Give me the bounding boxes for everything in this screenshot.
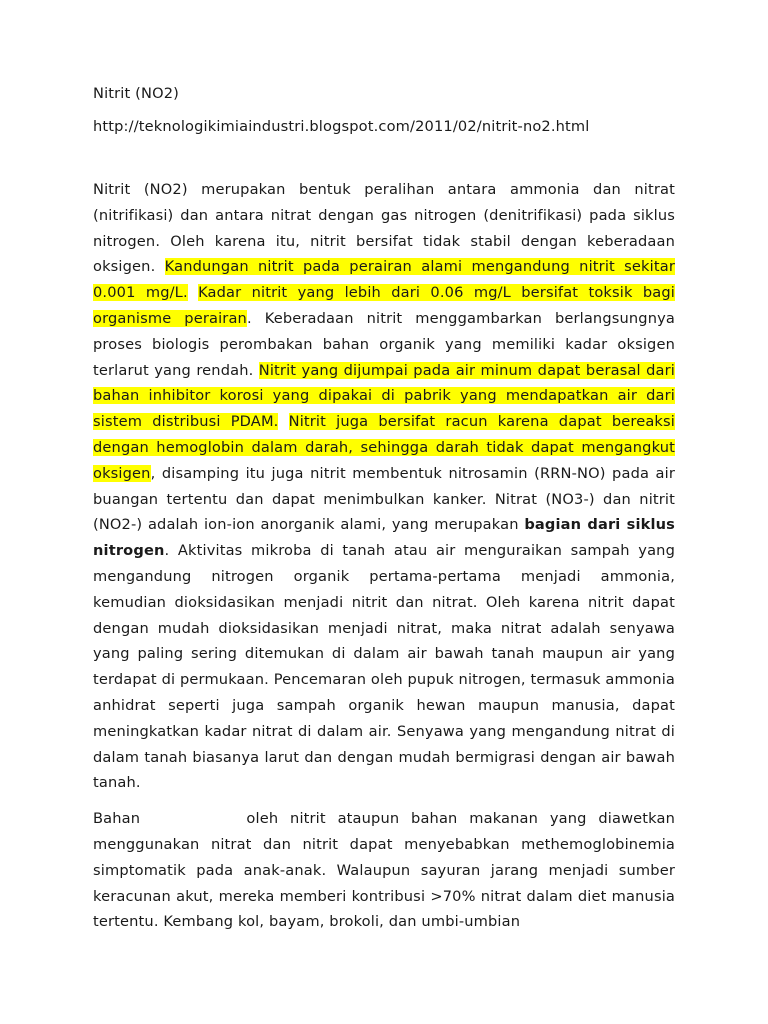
paragraph-1-text-4 bbox=[278, 413, 288, 430]
paragraph-2: Bahan oleh nitrit ataupun bahan makanan yang diawetkan menggunakan nitrat dan nitrit dapat menyebabkan methemoglobinemia simptomatik pada anak-anak. Walaupun sayuran jarang menjadi sumber keracunan akut, mereka memberi kontribusi >70% nitrat dalam diet manusia tertentu. Kembang kol, bayam, brokoli, dan umbi-umbian bbox=[93, 810, 675, 931]
paragraph-1-text-6: . Aktivitas mikroba di tanah atau air menguraikan sampah yang mengandung nitrogen organik pertama-pertama menjadi ammonia, kemudian dioksidasikan menjadi nitrit dan nitrat. Oleh karena nitrit dapat dengan mudah dioksidasikan menjadi nitrat, maka nitrat adalah senyawa yang paling sering ditemukan di dalam air bawah tanah maupun air yang terdapat di permukaan. Pencemaran oleh pupuk nitrogen, termasuk ammonia anhidrat seperti juga sampah organik hewan maupun manusia, dapat meningkatkan kadar nitrat di dalam air. Senyawa yang mengandung nitrat di dalam tanah biasanya larut dan dengan mudah bermigrasi dengan air bawah tanah. bbox=[93, 542, 675, 792]
paragraph-1 bbox=[93, 177, 675, 796]
document-title: Nitrit (NO2) bbox=[93, 85, 179, 102]
paragraph-1-text-5: , disamping itu juga nitrit membentuk nitrosamin (RRN-NO) pada air buangan tertentu dan dapat menimbulkan kanker. Nitrat (NO3-) dan nitrit (NO2-) adalah ion-ion anorganik alami, yang merupakan bbox=[93, 464, 675, 534]
highlight-air-minum: Nitrit yang dijumpai pada air minum dapat berasal dari bahan inhibitor korosi yang dipakai di pabrik yang mendapatkan air dari sistem distribusi PDAM. bbox=[93, 361, 676, 431]
document-page bbox=[93, 84, 675, 945]
highlight-kadar-toksik: Kadar nitrit yang lebih dari 0.06 mg/L bersifat toksik bagi organisme perairan bbox=[93, 284, 676, 327]
source-url: http://teknologikimiaindustri.blogspot.com/2011/02/nitrit-no2.html bbox=[93, 118, 590, 135]
highlight-nitrit-kandungan: Kandungan nitrit pada perairan alami mengandung nitrit sekitar 0.001 mg/L. bbox=[93, 258, 675, 302]
paragraph-1-text-3: . Keberadaan nitrit menggambarkan berlangsungnya proses biologis perombakan bahan organik yang memiliki kadar oksigen terlarut yang rendah. bbox=[93, 309, 675, 379]
highlight-racun: Nitrit juga bersifat racun karena dapat bereaksi dengan hemoglobin dalam darah, sehingga darah tidak dapat mengangkut oksigen bbox=[93, 413, 675, 482]
paragraph-1-text-2 bbox=[188, 284, 198, 301]
paragraph-1-text-1: Nitrit (NO2) merupakan bentuk peralihan antara ammonia dan nitrat (nitrifikasi) dan antara nitrat dengan gas nitrogen (denitrifikasi) pada siklus nitrogen. Oleh karena itu, nitrit bersifat tidak stabil dengan keberadaan oksigen. bbox=[93, 181, 675, 276]
bold-siklus-nitrogen: bagian dari siklus nitrogen bbox=[93, 516, 675, 560]
